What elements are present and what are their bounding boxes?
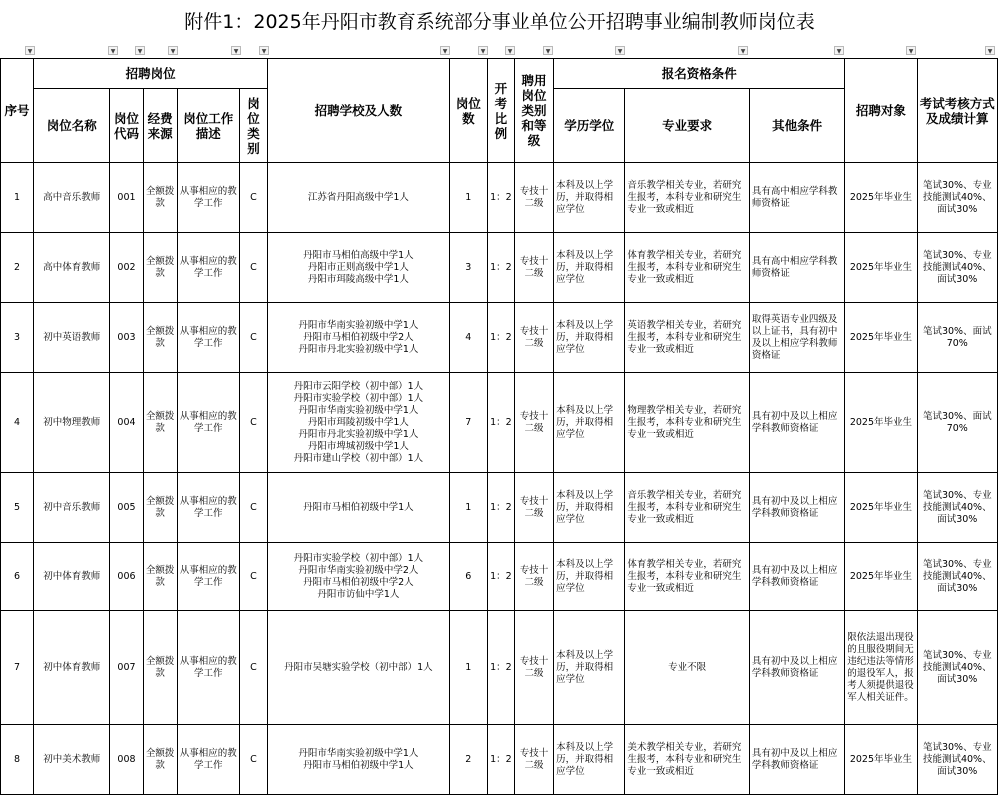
cell-other: 取得英语专业四级及以上证书，具有初中及以上相应学科教师资格证 <box>749 303 844 373</box>
cell-post-code: 008 <box>110 725 143 795</box>
filter-dropdown-icon[interactable]: ▼ <box>259 46 269 55</box>
school-line: 丹阳市埤城初级中学1人 <box>307 440 409 452</box>
school-line: 丹阳市华南实验初级中学1人 <box>298 747 419 759</box>
cell-post-code: 001 <box>110 163 143 233</box>
cell-duty: 从事相应的教学工作 <box>177 303 239 373</box>
school-line: 丹阳市马相伯初级中学1人 <box>303 501 414 513</box>
cell-other: 具有初中及以上相应学科教师资格证 <box>749 611 844 725</box>
cell-exam: 笔试30%、专业技能测试40%、面试30% <box>917 725 997 795</box>
table-row <box>1 163 998 233</box>
cell-ratio: 1：2 <box>487 543 514 611</box>
cell-target: 限依法退出现役的且服役期间无违纪违法等情形的退役军人，报考人须提供退役军人相关证件。 <box>845 611 917 725</box>
cell-post-code: 004 <box>110 373 143 473</box>
cell-count: 1 <box>449 473 487 543</box>
header-post-code: 岗位代码 <box>110 89 143 163</box>
cell-major: 英语教学相关专业，若研究生报考，本科专业和研究生专业一致或相近 <box>625 303 749 373</box>
cell-grade: 专技十二级 <box>514 611 553 725</box>
cell-edu: 本科及以上学历，并取得相应学位 <box>554 725 625 795</box>
cell-exam: 笔试30%、专业技能测试40%、面试30% <box>917 473 997 543</box>
header-funding: 经费来源 <box>143 89 177 163</box>
header-edu: 学历学位 <box>554 89 625 163</box>
school-line: 丹阳市马相伯初级中学2人 <box>303 331 414 343</box>
cell-grade: 专技十二级 <box>514 725 553 795</box>
header-grade: 聘用岗位类别和等级 <box>514 59 553 163</box>
filter-dropdown-icon[interactable]: ▼ <box>25 46 35 55</box>
filter-dropdown-icon[interactable]: ▼ <box>738 46 748 55</box>
table-row <box>1 473 998 543</box>
cell-edu: 本科及以上学历，并取得相应学位 <box>554 373 625 473</box>
school-line: 丹阳市正则高级中学1人 <box>307 261 409 273</box>
cell-schools <box>268 303 450 373</box>
cell-count: 3 <box>449 233 487 303</box>
cell-grade: 专技十二级 <box>514 543 553 611</box>
cell-exam: 笔试30%、面试70% <box>917 373 997 473</box>
cell-target: 2025年毕业生 <box>845 163 917 233</box>
cell-duty: 从事相应的教学工作 <box>177 473 239 543</box>
cell-target: 2025年毕业生 <box>845 303 917 373</box>
table-row <box>1 373 998 473</box>
table-body <box>1 163 998 795</box>
cell-ratio: 1：2 <box>487 725 514 795</box>
table-row <box>1 543 998 611</box>
table-row <box>1 233 998 303</box>
cell-category: C <box>239 373 267 473</box>
cell-seq: 6 <box>1 543 34 611</box>
header-schools: 招聘学校及人数 <box>268 59 450 163</box>
cell-grade: 专技十二级 <box>514 233 553 303</box>
cell-grade: 专技十二级 <box>514 373 553 473</box>
school-line: 丹阳市丹北实验初级中学1人 <box>298 343 419 355</box>
cell-post-name: 高中体育教师 <box>34 233 110 303</box>
school-line: 丹阳市访仙中学1人 <box>317 588 400 600</box>
header-seq: 序号 <box>1 59 34 163</box>
cell-ratio: 1：2 <box>487 473 514 543</box>
cell-ratio: 1：2 <box>487 303 514 373</box>
cell-major: 物理教学相关专业，若研究生报考，本科专业和研究生专业一致或相近 <box>625 373 749 473</box>
cell-major: 音乐教学相关专业，若研究生报考，本科专业和研究生专业一致或相近 <box>625 163 749 233</box>
cell-other: 具有初中及以上相应学科教师资格证 <box>749 725 844 795</box>
cell-seq: 3 <box>1 303 34 373</box>
cell-target: 2025年毕业生 <box>845 373 917 473</box>
cell-exam: 笔试30%、专业技能测试40%、面试30% <box>917 611 997 725</box>
cell-count: 1 <box>449 611 487 725</box>
cell-other: 具有初中及以上相应学科教师资格证 <box>749 373 844 473</box>
cell-ratio: 1：2 <box>487 373 514 473</box>
cell-funding: 全额拨款 <box>143 611 177 725</box>
table-row <box>1 303 998 373</box>
cell-major: 体育教学相关专业，若研究生报考，本科专业和研究生专业一致或相近 <box>625 233 749 303</box>
cell-edu: 本科及以上学历，并取得相应学位 <box>554 233 625 303</box>
filter-dropdown-icon[interactable]: ▼ <box>231 46 241 55</box>
school-line: 丹阳市珥陵初级中学1人 <box>307 416 409 428</box>
cell-seq: 8 <box>1 725 34 795</box>
school-line: 江苏省丹阳高级中学1人 <box>307 191 409 203</box>
cell-schools <box>268 473 450 543</box>
header-ratio: 开考比例 <box>487 59 514 163</box>
filter-dropdown-icon[interactable]: ▼ <box>906 46 916 55</box>
header-exam: 考试考核方式及成绩计算 <box>917 59 997 163</box>
filter-row <box>0 44 999 58</box>
cell-funding: 全额拨款 <box>143 233 177 303</box>
cell-ratio: 1：2 <box>487 233 514 303</box>
filter-dropdown-icon[interactable]: ▼ <box>135 46 145 55</box>
cell-exam: 笔试30%、面试70% <box>917 303 997 373</box>
table-row <box>1 725 998 795</box>
cell-duty: 从事相应的教学工作 <box>177 611 239 725</box>
cell-category: C <box>239 303 267 373</box>
cell-seq: 7 <box>1 611 34 725</box>
cell-grade: 专技十二级 <box>514 163 553 233</box>
cell-post-code: 006 <box>110 543 143 611</box>
cell-seq: 2 <box>1 233 34 303</box>
cell-funding: 全额拨款 <box>143 373 177 473</box>
school-line: 丹阳市马相伯初级中学1人 <box>303 759 414 771</box>
school-line: 丹阳市云阳学校（初中部）1人 <box>293 380 424 392</box>
cell-major: 专业不限 <box>625 611 749 725</box>
cell-count: 1 <box>449 163 487 233</box>
filter-dropdown-icon[interactable]: ▼ <box>834 46 844 55</box>
cell-funding: 全额拨款 <box>143 163 177 233</box>
filter-dropdown-icon[interactable]: ▼ <box>615 46 625 55</box>
cell-edu: 本科及以上学历，并取得相应学位 <box>554 611 625 725</box>
cell-category: C <box>239 543 267 611</box>
cell-count: 2 <box>449 725 487 795</box>
cell-target: 2025年毕业生 <box>845 233 917 303</box>
cell-schools <box>268 373 450 473</box>
header-target: 招聘对象 <box>845 59 917 163</box>
school-line: 丹阳市华南实验初级中学1人 <box>298 319 419 331</box>
cell-schools <box>268 233 450 303</box>
cell-ratio: 1：2 <box>487 163 514 233</box>
cell-edu: 本科及以上学历，并取得相应学位 <box>554 303 625 373</box>
cell-major: 美术教学相关专业，若研究生报考，本科专业和研究生专业一致或相近 <box>625 725 749 795</box>
cell-post-name: 初中美术教师 <box>34 725 110 795</box>
filter-dropdown-icon[interactable]: ▼ <box>985 46 995 55</box>
filter-dropdown-icon[interactable]: ▼ <box>478 46 488 55</box>
school-line: 丹阳市实验学校（初中部）1人 <box>293 392 424 404</box>
cell-post-name: 初中英语教师 <box>34 303 110 373</box>
cell-grade: 专技十二级 <box>514 303 553 373</box>
cell-edu: 本科及以上学历，并取得相应学位 <box>554 543 625 611</box>
header-qual-group: 报名资格条件 <box>554 59 845 89</box>
cell-funding: 全额拨款 <box>143 303 177 373</box>
cell-post-name: 初中音乐教师 <box>34 473 110 543</box>
cell-funding: 全额拨款 <box>143 725 177 795</box>
school-line: 丹阳市珥陵高级中学1人 <box>307 273 409 285</box>
cell-count: 4 <box>449 303 487 373</box>
header-category: 岗位类别 <box>239 89 267 163</box>
cell-duty: 从事相应的教学工作 <box>177 233 239 303</box>
page-title: 附件1：2025年丹阳市教育系统部分事业单位公开招聘事业编制教师岗位表 <box>184 11 815 33</box>
cell-exam: 笔试30%、专业技能测试40%、面试30% <box>917 543 997 611</box>
filter-dropdown-icon[interactable]: ▼ <box>168 46 178 55</box>
cell-funding: 全额拨款 <box>143 543 177 611</box>
recruitment-table <box>0 58 998 795</box>
cell-post-name: 高中音乐教师 <box>34 163 110 233</box>
cell-duty: 从事相应的教学工作 <box>177 543 239 611</box>
school-line: 丹阳市马相伯初级中学2人 <box>303 576 414 588</box>
cell-grade: 专技十二级 <box>514 473 553 543</box>
cell-edu: 本科及以上学历，并取得相应学位 <box>554 163 625 233</box>
cell-major: 体育教学相关专业，若研究生报考，本科专业和研究生专业一致或相近 <box>625 543 749 611</box>
cell-other: 具有初中及以上相应学科教师资格证 <box>749 543 844 611</box>
school-line: 丹阳市华南实验初级中学2人 <box>298 564 419 576</box>
filter-dropdown-icon[interactable]: ▼ <box>543 46 553 55</box>
cell-seq: 1 <box>1 163 34 233</box>
cell-category: C <box>239 725 267 795</box>
cell-ratio: 1：2 <box>487 611 514 725</box>
table-row <box>1 611 998 725</box>
cell-post-name: 初中物理教师 <box>34 373 110 473</box>
cell-target: 2025年毕业生 <box>845 473 917 543</box>
cell-duty: 从事相应的教学工作 <box>177 725 239 795</box>
filter-dropdown-icon[interactable]: ▼ <box>108 46 118 55</box>
cell-duty: 从事相应的教学工作 <box>177 373 239 473</box>
cell-post-name: 初中体育教师 <box>34 611 110 725</box>
cell-post-code: 002 <box>110 233 143 303</box>
school-line: 丹阳市建山学校（初中部）1人 <box>293 452 424 464</box>
header-major: 专业要求 <box>625 89 749 163</box>
cell-count: 7 <box>449 373 487 473</box>
cell-schools <box>268 163 450 233</box>
school-line: 丹阳市实验学校（初中部）1人 <box>293 552 424 564</box>
header-post-name: 岗位名称 <box>34 89 110 163</box>
filter-dropdown-icon[interactable]: ▼ <box>440 46 450 55</box>
school-line: 丹阳市华南实验初级中学1人 <box>298 404 419 416</box>
cell-schools <box>268 611 450 725</box>
header-other: 其他条件 <box>749 89 844 163</box>
cell-duty: 从事相应的教学工作 <box>177 163 239 233</box>
cell-edu: 本科及以上学历，并取得相应学位 <box>554 473 625 543</box>
cell-post-name: 初中体育教师 <box>34 543 110 611</box>
cell-schools <box>268 543 450 611</box>
header-count: 岗位数 <box>449 59 487 163</box>
cell-schools <box>268 725 450 795</box>
cell-seq: 4 <box>1 373 34 473</box>
cell-post-code: 007 <box>110 611 143 725</box>
cell-exam: 笔试30%、专业技能测试40%、面试30% <box>917 163 997 233</box>
cell-category: C <box>239 233 267 303</box>
school-line: 丹阳市马相伯高级中学1人 <box>303 249 414 261</box>
cell-category: C <box>239 611 267 725</box>
cell-other: 具有高中相应学科教师资格证 <box>749 163 844 233</box>
cell-other: 具有初中及以上相应学科教师资格证 <box>749 473 844 543</box>
cell-seq: 5 <box>1 473 34 543</box>
cell-target: 2025年毕业生 <box>845 543 917 611</box>
cell-category: C <box>239 163 267 233</box>
cell-exam: 笔试30%、专业技能测试40%、面试30% <box>917 233 997 303</box>
header-post-group: 招聘岗位 <box>34 59 268 89</box>
cell-category: C <box>239 473 267 543</box>
header-duty: 岗位工作描述 <box>177 89 239 163</box>
cell-other: 具有高中相应学科教师资格证 <box>749 233 844 303</box>
school-line: 丹阳市丹北实验初级中学1人 <box>298 428 419 440</box>
cell-post-code: 003 <box>110 303 143 373</box>
filter-dropdown-icon[interactable]: ▼ <box>505 46 515 55</box>
cell-major: 音乐教学相关专业，若研究生报考，本科专业和研究生专业一致或相近 <box>625 473 749 543</box>
cell-funding: 全额拨款 <box>143 473 177 543</box>
cell-post-code: 005 <box>110 473 143 543</box>
cell-target: 2025年毕业生 <box>845 725 917 795</box>
school-line: 丹阳市吴塘实验学校（初中部）1人 <box>284 661 433 673</box>
cell-count: 6 <box>449 543 487 611</box>
